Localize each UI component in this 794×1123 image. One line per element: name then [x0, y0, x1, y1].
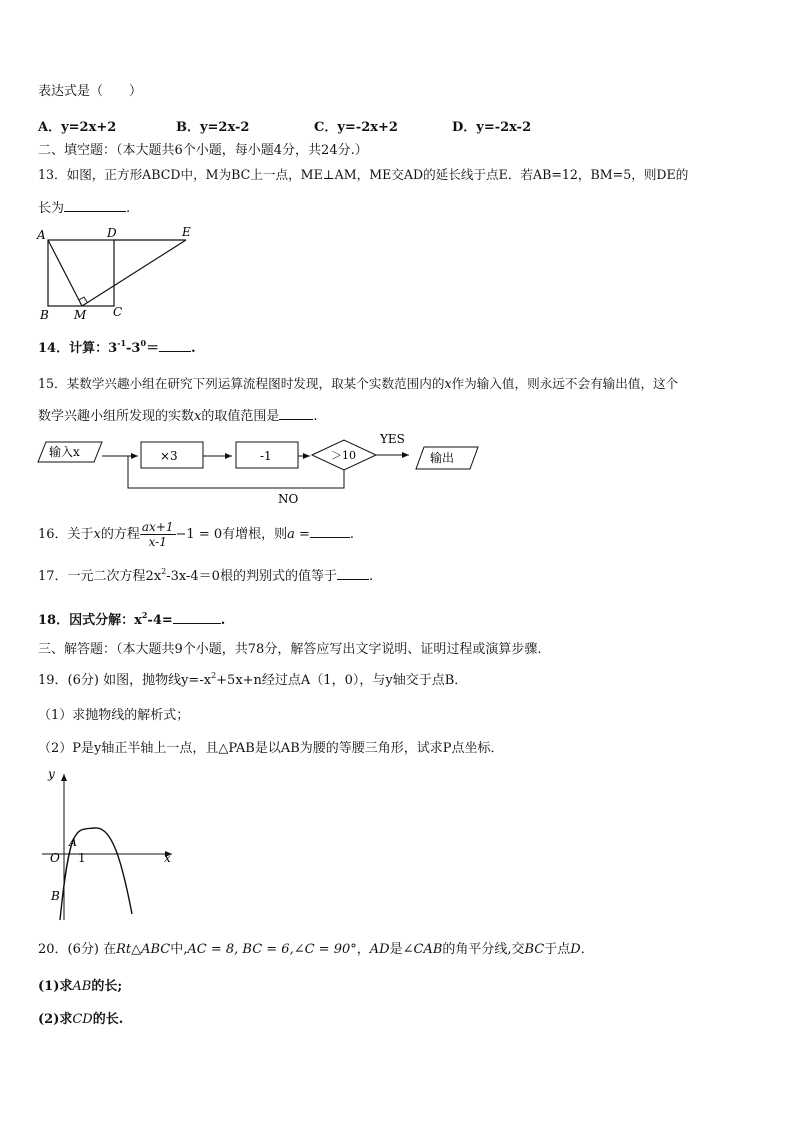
label-e: E [182, 225, 191, 239]
q18-sup: 2 [141, 610, 148, 620]
q20-part2-var: CD [72, 1012, 93, 1027]
q13-line1: 13．如图，正方形ABCD中，M为BC上一点，ME⊥AM，ME交AD的延长线于点E．若AB=12，BM=5，则DE的 [38, 167, 689, 182]
q20-part2-text-a: (2)求 [38, 1012, 73, 1027]
q14-sup1: -1 [117, 338, 127, 348]
flow-decision-label: ＞10 [331, 449, 356, 462]
q16-text-a: 16．关于 [38, 527, 94, 542]
q12-option-d: D．y=-2x-2 [452, 120, 532, 135]
flow-output-label: 输出 [430, 451, 455, 465]
q16-fraction [140, 520, 176, 549]
label-c: C [113, 305, 123, 319]
flow-yes-label: YES [380, 432, 405, 446]
q17-line [38, 566, 373, 586]
q17-sup: 2 [161, 567, 167, 576]
q15-flowchart [34, 428, 494, 508]
q15-var-x: x [444, 376, 452, 391]
section3-heading: 三、解答题：（本大题共9个小题，共78分，解答应写出文字说明、证明过程或演算步骤. [38, 642, 542, 657]
q20-rt-triangle: Rt△ABC [116, 942, 171, 957]
q20-line [38, 941, 594, 959]
q16-denominator: x-1 [148, 535, 167, 549]
q18-text-a: 18．因式分解：x [38, 613, 142, 628]
q20-part1-text-b: 的长; [91, 979, 123, 994]
q16-numerator: ax+1 [141, 520, 174, 534]
q16-equation-tail: −1 = 0 [175, 527, 223, 542]
line-me [82, 240, 186, 306]
q20-part1-text-a: (1)求 [38, 979, 73, 994]
label-m: M [74, 308, 87, 322]
q14-line [38, 338, 196, 358]
q17-end: . [368, 569, 374, 584]
label-d: D [107, 226, 117, 240]
q12-option-c: C．y=-2x+2 [314, 120, 398, 135]
q15-text-c: 数学兴趣小组所发现的实数 [38, 409, 195, 424]
q19-part1: （1）求抛物线的解析式； [38, 708, 190, 723]
q16-text-b: 的方程 [100, 527, 140, 542]
q20-var-d: D [570, 942, 581, 957]
q13-answer-blank [64, 198, 126, 212]
section2-heading: 二、填空题：（本大题共6个小题，每小题4分，共24分.） [38, 143, 368, 158]
q15-var-x2: x [194, 409, 202, 424]
q12-option-b: B．y=2x-2 [176, 120, 250, 135]
q16-a-equals: a = [287, 527, 310, 542]
q20-text-a: 20．(6分) 在 [38, 942, 117, 957]
q14-mid: -3 [126, 341, 141, 356]
line-am [48, 240, 82, 306]
flow-multiply-label: ×3 [160, 449, 178, 463]
q20-var-ad: AD [369, 942, 390, 957]
q15-line1 [38, 375, 678, 393]
q15-line2 [38, 406, 318, 426]
q20-part2 [38, 1011, 123, 1029]
square-abcd [48, 240, 114, 306]
q18-answer-blank [173, 610, 221, 624]
q13-prefix: 长为 [38, 201, 65, 216]
q20-conditions: AC = 8, BC = 6,∠C = 90° [187, 942, 357, 957]
q14-prefix: 14．计算：3 [38, 341, 118, 356]
q20-part1 [38, 978, 122, 996]
q19-parabola-figure [40, 762, 190, 922]
q15-text-a: 15．某数学兴趣小组在研究下列运算流程图时发现，取某个实数范围内的 [38, 376, 445, 391]
x-axis-label: x [164, 851, 171, 865]
label-a: A [37, 228, 46, 242]
q20-part2-text-b: 的长. [92, 1012, 124, 1027]
q20-text-g: ． [580, 942, 594, 957]
q17-text-a: 17．一元二次方程2x [38, 569, 162, 584]
q19-part2: （2）P是y轴正半轴上一点，且△PAB是以AB为腰的等腰三角形，试求P点坐标． [38, 741, 504, 756]
q19-text-b: +5x+n经过点A（1，0），与y轴交于点B． [216, 673, 468, 688]
q17-answer-blank [337, 566, 369, 580]
q15-text-e: . [313, 409, 318, 424]
q16-var-x: x [93, 527, 101, 542]
q18-line [38, 610, 225, 630]
q15-answer-blank [279, 406, 313, 420]
flow-subtract-label: -1 [260, 449, 272, 463]
q17-text-b: -3x-4＝0根的判别式的值等于 [166, 569, 337, 584]
q16-text-c: 有增根，则 [222, 527, 288, 542]
q15-text-b: 作为输入值，则永远不会有输出值，这个 [451, 376, 679, 391]
q20-text-b: 中, [170, 942, 188, 957]
q20-text-d: 是 [389, 942, 403, 957]
q13-line2 [38, 198, 130, 218]
q19-sup: 2 [211, 671, 217, 680]
q20-text-f: 于点 [544, 942, 571, 957]
q13-square-figure [36, 224, 206, 324]
point-a-label: A [69, 836, 77, 849]
q14-equals: ＝ [146, 341, 160, 356]
q12-option-a: A．y=2x+2 [38, 120, 117, 135]
origin-label: O [50, 851, 60, 865]
q20-part1-var: AB [72, 979, 92, 994]
point-b-label: B [51, 889, 60, 903]
q14-end: . [191, 341, 196, 356]
q19-text-a: 19．(6分) 如图，抛物线y=-x [38, 673, 212, 688]
q18-end: . [220, 613, 226, 628]
q20-text-e: 的角平分线,交 [442, 942, 525, 957]
y-axis-label: y [48, 767, 55, 781]
q12-stem: 表达式是（ ） [38, 84, 143, 99]
q18-text-b: -4= [147, 613, 173, 628]
q16-end: . [349, 527, 355, 542]
q14-sup2: 0 [140, 338, 147, 348]
tick-1-label: 1 [78, 851, 86, 865]
q15-text-d: 的取值范围是 [201, 409, 280, 424]
q14-answer-blank [159, 338, 191, 352]
flow-input-label: 输入x [49, 445, 80, 459]
label-b: B [40, 308, 49, 322]
q20-angle: ∠CAB [402, 942, 443, 957]
q13-suffix: . [126, 201, 131, 216]
q20-var-bc: BC [524, 942, 545, 957]
q19-line [38, 672, 467, 690]
q20-text-c: ， [356, 942, 370, 957]
q16-answer-blank [310, 524, 350, 538]
flow-no-label: NO [278, 492, 299, 506]
q16-line [38, 520, 354, 550]
